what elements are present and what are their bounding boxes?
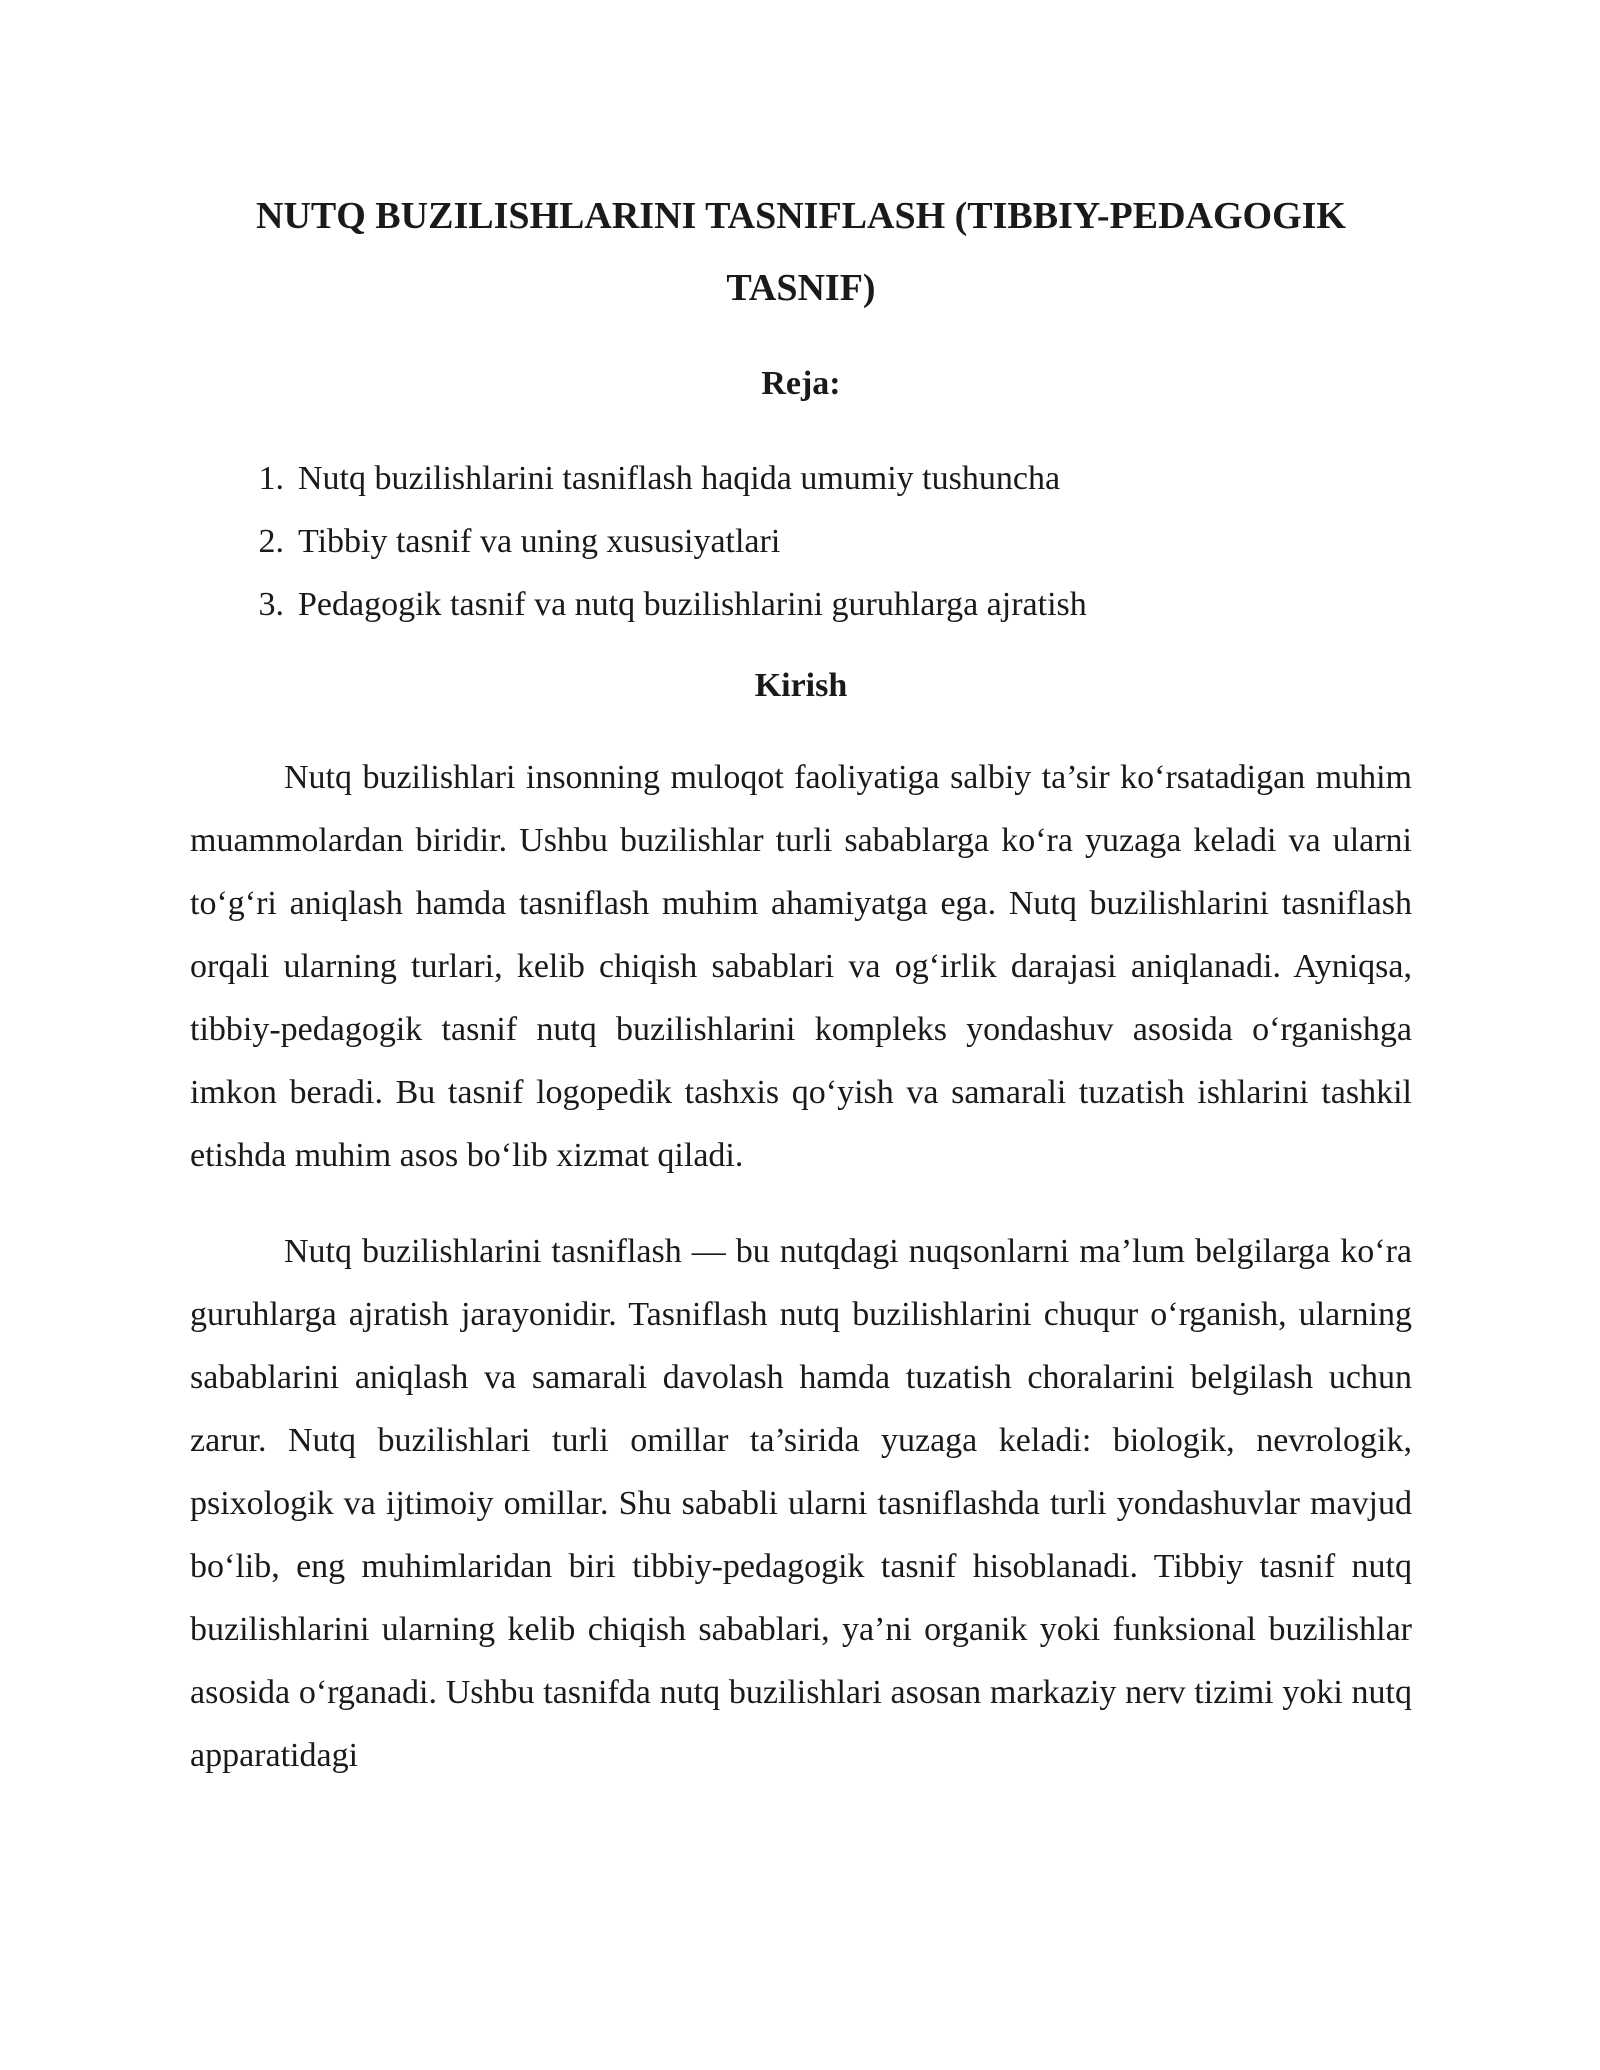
plan-item-text: Pedagogik tasnif va nutq buzilishlarini guruhlarga ajratish — [298, 586, 1087, 623]
plan-list — [190, 447, 1412, 636]
document-page — [190, 180, 1412, 1787]
plan-item — [190, 447, 1412, 510]
body-paragraph: Nutq buzilishlarini tasniflash — bu nutqdagi nuqsonlarni ma’lum belgilarga ko‘ra guruhlarga ajratish jarayonidir. Tasniflash nutq buzilishlarini chuqur o‘rganish, ularning sabablarini aniqlash va samarali davolash hamda tuzatish choralarini belgilash uchun zarur. Nutq buzilishlari turli omillar ta’sirida yuzaga keladi: biologik, nevrologik, psixologik va ijtimoiy omillar. Shu sababli ularni tasniflashda turli yondashuvlar mavjud bo‘lib, eng muhimlaridan biri tibbiy-pedagogik tasnif hisoblanadi. Tibbiy tasnif nutq buzilishlarini ularning kelib chiqish sabablari, ya’ni organik yoki funksional buzilishlar asosida o‘rganadi. Ushbu tasnifda nutq buzilishlari asosan markaziy nerv tizimi yoki nutq apparatidagi — [190, 1233, 1412, 1774]
plan-heading: Reja: — [761, 365, 841, 402]
plan-item-text: Nutq buzilishlarini tasniflash haqida umumiy tushuncha — [298, 460, 1061, 497]
plan-item-text: Tibbiy tasnif va uning xususiyatlari — [298, 523, 781, 560]
plan-item-number: 3. — [258, 586, 284, 623]
plan-item-number: 1. — [258, 460, 284, 497]
body-paragraph: Nutq buzilishlari insonning muloqot faoliyatiga salbiy ta’sir ko‘rsatadigan muhim muammolardan biridir. Ushbu buzilishlar turli sabablarga ko‘ra yuzaga keladi va ularni to‘g‘ri aniqlash hamda tasniflash muhim ahamiyatga ega. Nutq buzilishlarini tasniflash orqali ularning turlari, kelib chiqish sabablari va og‘irlik darajasi aniqlanadi. Ayniqsa, tibbiy-pedagogik tasnif nutq buzilishlarini kompleks yondashuv asosida o‘rganishga imkon beradi. Bu tasnif logopedik tashxis qo‘yish va samarali tuzatish ishlarini tashkil etishda muhim asos bo‘lib xizmat qiladi. — [190, 759, 1412, 1174]
plan-item-number: 2. — [258, 523, 284, 560]
document-title: NUTQ BUZILISHLARINI TASNIFLASH (TIBBIY-PEDAGOGIK TASNIF) — [256, 195, 1346, 309]
section-heading-introduction: Kirish — [754, 667, 848, 704]
plan-item — [190, 510, 1412, 573]
plan-item — [190, 573, 1412, 636]
